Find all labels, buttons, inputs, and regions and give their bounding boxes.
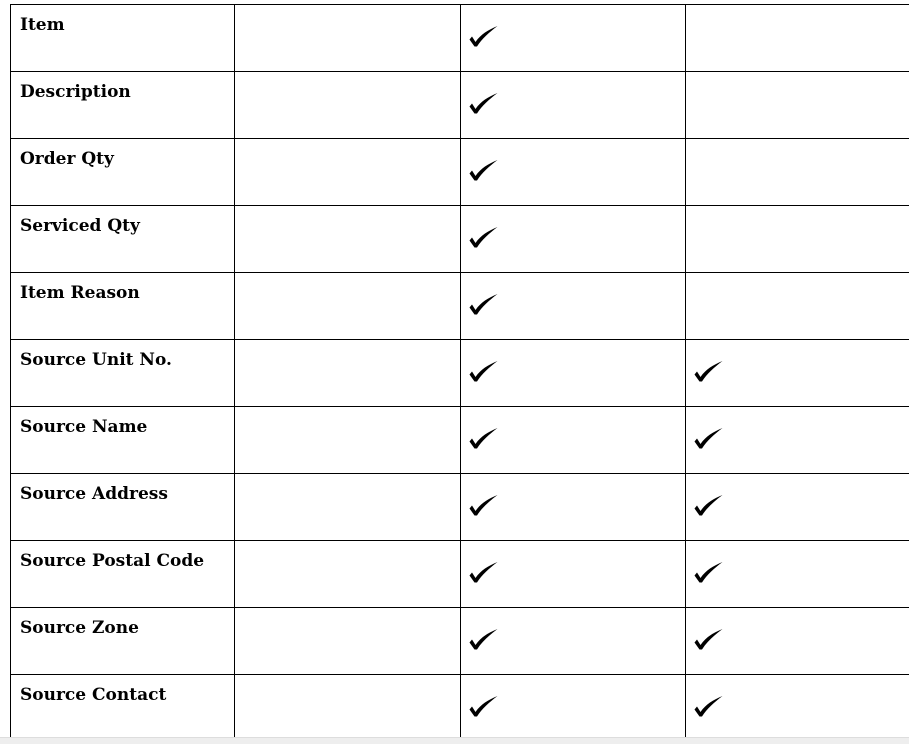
check-cell [686,474,909,541]
check-cell [686,407,909,474]
table-row [11,541,909,608]
field-label-cell [11,72,235,139]
empty-cell [235,139,461,206]
check-cell [686,139,909,206]
table-row [11,139,909,206]
empty-cell [235,273,461,340]
field-label: Order Qty [20,149,114,169]
field-label: Serviced Qty [20,216,140,236]
check-cell [686,5,909,72]
field-label: Source Unit No. [20,350,172,370]
empty-cell [235,541,461,608]
check-cell [686,206,909,273]
checkmark-icon [468,91,500,115]
table-row [11,474,909,541]
check-cell [461,273,686,340]
empty-cell [235,407,461,474]
check-cell [461,139,686,206]
checkmark-icon [693,694,725,718]
table-row [11,675,909,742]
empty-cell [235,5,461,72]
field-table-body [11,5,909,742]
checkmark-icon [468,225,500,249]
check-cell [686,72,909,139]
check-cell [686,541,909,608]
field-label-cell [11,139,235,206]
empty-cell [235,206,461,273]
checkmark-icon [693,627,725,651]
field-label: Source Name [20,417,148,437]
field-table [10,4,909,742]
check-cell [461,340,686,407]
field-label: Item [20,15,65,35]
field-label: Source Address [20,484,168,504]
check-cell [461,206,686,273]
checkmark-icon [693,493,725,517]
field-label: Source Zone [20,618,139,638]
check-cell [461,608,686,675]
check-cell [686,273,909,340]
check-cell [461,541,686,608]
table-row [11,273,909,340]
checkmark-icon [693,359,725,383]
field-label-cell [11,541,235,608]
checkmark-icon [468,627,500,651]
field-label-cell [11,5,235,72]
checkmark-icon [693,426,725,450]
empty-cell [235,474,461,541]
field-label-cell [11,340,235,407]
checkmark-icon [468,493,500,517]
table-row [11,608,909,675]
check-cell [461,5,686,72]
table-row [11,5,909,72]
empty-cell [235,340,461,407]
check-cell [461,474,686,541]
table-row [11,72,909,139]
checkmark-icon [468,24,500,48]
check-cell [461,675,686,742]
check-cell [686,675,909,742]
checkmark-icon [468,359,500,383]
checkmark-icon [468,292,500,316]
empty-cell [235,608,461,675]
field-label-cell [11,675,235,742]
check-cell [461,407,686,474]
field-label: Item Reason [20,283,140,303]
empty-cell [235,675,461,742]
checkmark-icon [468,560,500,584]
field-label-cell [11,407,235,474]
checkmark-icon [468,158,500,182]
field-label-cell [11,608,235,675]
field-label-cell [11,273,235,340]
table-row [11,340,909,407]
field-label: Description [20,82,131,102]
field-label: Source Postal Code [20,551,205,571]
table-row [11,206,909,273]
empty-cell [235,72,461,139]
field-label-cell [11,474,235,541]
check-cell [686,340,909,407]
check-cell [686,608,909,675]
check-cell [461,72,686,139]
table-row [11,407,909,474]
checkmark-icon [468,694,500,718]
checkmark-icon [693,560,725,584]
field-label-cell [11,206,235,273]
field-label: Source Contact [20,685,167,705]
checkmark-icon [468,426,500,450]
page-bottom-edge [0,737,909,744]
